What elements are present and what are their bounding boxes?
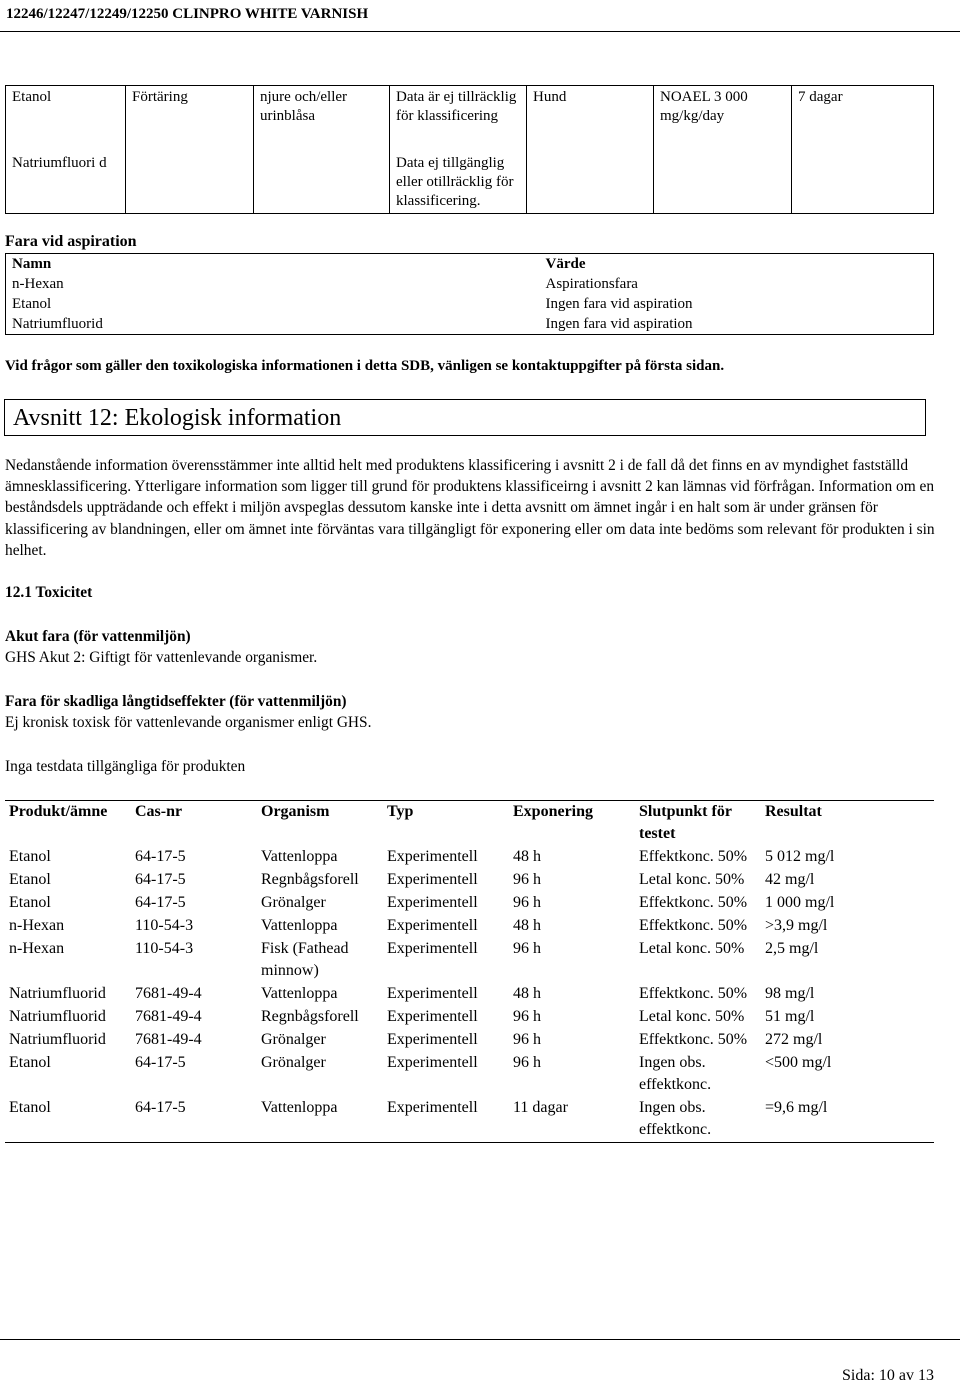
table-cell: Grönalger — [261, 894, 326, 911]
column-header: Typ — [383, 801, 509, 847]
section-intro-paragraph: Nedanstående information överensstämmer inte alltid helt med produktens klassificering i avsnitt 2 i de fall då det finns en av myndighet fastställd ämnesklassificering. Ytterligare information som ligger till grund för produktens klassificeirng i avsnitt 2 kan lämnas vid förfrågan. Information om en beståndsdels uppträdande och effekt i miljön avspeglas dessutom kanske inte i detta avsnitt om ämnet ingår i en halt som är under gränsen för klassificering av blandningen, eller om ämnet inte förväntas vara tillgängligt för exponering eller om data inte bedöms som relevant för produkten i sin helhet. — [5, 457, 935, 559]
table-cell: Effektkonc. 50% — [639, 848, 748, 865]
document-header-title: 12246/12247/12249/12250 CLINPRO WHITE VARNISH — [6, 6, 369, 22]
table-cell: 110-54-3 — [135, 940, 194, 957]
table-cell: Ingen obs. effektkonc. — [635, 1097, 761, 1143]
table-cell: Data ej tillgänglig eller otillräcklig för klassificering. — [390, 152, 527, 214]
column-header: Produkt/ämne — [5, 801, 131, 847]
table-cell: Ingen fara vid aspiration — [545, 316, 693, 332]
table-cell: Natriumfluorid — [12, 316, 103, 332]
table-cell: 7 dagar — [792, 86, 934, 214]
table-cell: 48 h — [513, 848, 541, 865]
table-cell: 48 h — [513, 985, 541, 1002]
table-row — [5, 846, 934, 869]
no-test-data-note: Inga testdata tillgängliga för produkten — [5, 758, 246, 775]
name-column-header: Namn — [12, 256, 52, 272]
value-column-header: Värde — [545, 256, 586, 272]
table-row — [5, 1006, 934, 1029]
table-cell: Natriumfluorid — [9, 1031, 106, 1048]
table-row — [6, 274, 934, 294]
table-cell: Förtäring — [126, 86, 254, 214]
table-cell: 96 h — [513, 871, 541, 888]
table-cell: 48 h — [513, 917, 541, 934]
table-cell: Etanol — [6, 86, 126, 152]
table-row — [5, 1029, 934, 1052]
table-cell: Grönalger — [261, 1031, 326, 1048]
footer-rule — [0, 1339, 960, 1340]
table-cell: 98 mg/l — [765, 985, 815, 1002]
acute-hazard-heading: Akut fara (för vattenmiljön) — [5, 628, 191, 645]
table-cell: Grönalger — [261, 1054, 326, 1071]
table-cell: 64-17-5 — [135, 894, 186, 911]
table-row — [5, 915, 934, 938]
table-cell: 64-17-5 — [135, 1054, 186, 1071]
acute-hazard-text: GHS Akut 2: Giftigt för vattenlevande organismer. — [5, 649, 318, 666]
table-cell: Experimentell — [387, 871, 478, 888]
table-cell: Natriumfluori d — [6, 152, 126, 214]
table-row — [5, 983, 934, 1006]
aspiration-table — [5, 253, 934, 335]
table-cell: n-Hexan — [9, 917, 65, 934]
table-cell: 64-17-5 — [131, 1097, 257, 1143]
table-cell: Effektkonc. 50% — [639, 894, 748, 911]
column-header: Slutpunkt för testet — [635, 801, 761, 847]
table-cell: =9,6 mg/l — [761, 1097, 934, 1143]
table-cell: Letal konc. 50% — [639, 940, 745, 957]
table-cell: 42 mg/l — [765, 871, 815, 888]
table-cell: Ingen obs. effektkonc. — [639, 1054, 712, 1093]
table-cell: Aspirationsfara — [545, 276, 638, 292]
column-header: Cas-nr — [131, 801, 257, 847]
table-cell: Vattenloppa — [261, 985, 338, 1002]
table-cell: Etanol — [9, 871, 51, 888]
table-cell: Hund — [527, 86, 654, 214]
section-title-box — [4, 399, 926, 436]
table-cell: n-Hexan — [9, 940, 65, 957]
table-cell: 7681-49-4 — [135, 1008, 202, 1025]
column-header: Exponering — [509, 801, 635, 847]
table-cell: 272 mg/l — [765, 1031, 823, 1048]
table-row — [5, 1097, 934, 1143]
page-number: Sida: 10 av 13 — [842, 1367, 934, 1384]
table-cell: Experimentell — [387, 1008, 478, 1025]
table-cell: Natriumfluorid — [9, 1008, 106, 1025]
table-cell: 96 h — [513, 1054, 541, 1071]
table-header-row — [5, 801, 934, 847]
table-cell: 64-17-5 — [135, 848, 186, 865]
column-header: Organism — [257, 801, 383, 847]
aspiration-heading: Fara vid aspiration — [5, 233, 137, 250]
table-cell: Experimentell — [387, 1031, 478, 1048]
table-cell: Etanol — [5, 1097, 131, 1143]
table-cell: Regnbågsforell — [261, 1008, 359, 1025]
ecotoxicity-table-body — [5, 846, 934, 1143]
table-cell: 5 012 mg/l — [765, 848, 835, 865]
table-row — [6, 254, 934, 275]
toxicology-table — [5, 85, 934, 214]
table-cell: Effektkonc. 50% — [639, 1031, 748, 1048]
table-cell: <500 mg/l — [765, 1054, 832, 1071]
table-cell: Experimentell — [387, 985, 478, 1002]
contact-note: Vid frågor som gäller den toxikologiska informationen i detta SDB, vänligen se kontaktuppgifter på första sidan. — [5, 358, 725, 374]
table-cell: Vattenloppa — [261, 848, 338, 865]
chronic-hazard-heading: Fara för skadliga långtidseffekter (för vattenmiljön) — [5, 693, 347, 710]
table-cell: 110-54-3 — [135, 917, 194, 934]
table-cell: Etanol — [12, 296, 52, 312]
table-cell: Etanol — [9, 894, 51, 911]
table-cell: 96 h — [513, 894, 541, 911]
table-cell: Fisk (Fathead minnow) — [261, 940, 349, 979]
table-cell: Experimentell — [387, 848, 478, 865]
column-header: Resultat — [761, 801, 934, 847]
toxicity-heading: 12.1 Toxicitet — [5, 584, 93, 601]
table-cell: 2,5 mg/l — [765, 940, 819, 957]
table-cell: njure och/eller urinblåsa — [254, 86, 390, 214]
table-cell: Experimentell — [387, 1054, 478, 1071]
table-cell: Regnbågsforell — [261, 871, 359, 888]
header-rule — [0, 31, 960, 32]
table-cell: 96 h — [513, 940, 541, 957]
table-row — [6, 86, 934, 152]
table-row — [5, 892, 934, 915]
ecotoxicity-table — [5, 800, 934, 1143]
table-cell: 7681-49-4 — [135, 985, 202, 1002]
table-row — [5, 938, 934, 983]
table-cell: >3,9 mg/l — [765, 917, 828, 934]
table-cell: Vattenloppa — [261, 917, 338, 934]
table-cell: Letal konc. 50% — [639, 1008, 745, 1025]
table-cell: 7681-49-4 — [135, 1031, 202, 1048]
table-cell: Experimentell — [387, 940, 478, 957]
table-cell: Vattenloppa — [257, 1097, 383, 1143]
table-cell: Letal konc. 50% — [639, 871, 745, 888]
table-row — [6, 294, 934, 314]
table-cell: Etanol — [9, 848, 51, 865]
table-cell: 1 000 mg/l — [765, 894, 835, 911]
table-cell: Experimentell — [387, 894, 478, 911]
table-cell: Etanol — [9, 1054, 51, 1071]
table-cell: Experimentell — [387, 917, 478, 934]
table-cell: 96 h — [513, 1008, 541, 1025]
table-cell: 64-17-5 — [135, 871, 186, 888]
table-row — [5, 1052, 934, 1097]
chronic-hazard-text: Ej kronisk toxisk för vattenlevande organismer enligt GHS. — [5, 714, 372, 731]
section-title: Avsnitt 12: Ekologisk information — [13, 405, 342, 431]
table-cell: Ingen fara vid aspiration — [545, 296, 693, 312]
table-cell: Experimentell — [383, 1097, 509, 1143]
table-row — [6, 314, 934, 335]
table-cell: n-Hexan — [12, 276, 64, 292]
table-row — [5, 869, 934, 892]
table-cell: Data är ej tillräcklig för klassificering — [390, 86, 527, 152]
table-cell: Effektkonc. 50% — [639, 917, 748, 934]
table-cell: Natriumfluorid — [9, 985, 106, 1002]
table-cell: 96 h — [513, 1031, 541, 1048]
table-cell: 11 dagar — [509, 1097, 635, 1143]
table-cell: Effektkonc. 50% — [639, 985, 748, 1002]
table-cell: NOAEL 3 000 mg/kg/day — [654, 86, 792, 214]
table-cell: 51 mg/l — [765, 1008, 815, 1025]
